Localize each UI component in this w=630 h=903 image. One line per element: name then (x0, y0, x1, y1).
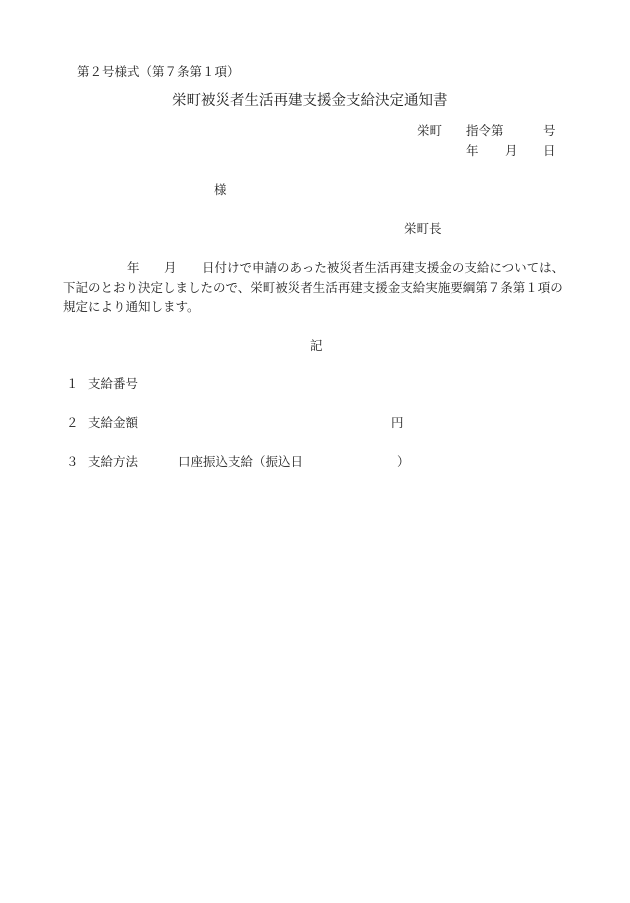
body-line-1: 日付けで申請のあった被災者生活再建支援金の支給については、 (202, 260, 565, 275)
item-3-label: 支給方法 (88, 454, 139, 469)
document-title: 栄町被災者生活再建支援金支給決定通知書 (172, 93, 448, 109)
body-line-3: 規定により通知します。 (63, 299, 200, 314)
reference-directive: 指令第 (466, 123, 504, 138)
addressee-suffix: 様 (214, 182, 227, 197)
form-label: 第２号様式（第７条第１項） (77, 64, 240, 79)
issuer: 栄町長 (404, 221, 442, 236)
ki-heading: 記 (310, 338, 323, 353)
body-year: 年 (127, 260, 140, 275)
date-month: 月 (505, 143, 518, 158)
reference-town: 栄町 (417, 123, 443, 138)
item-1-number: １ (66, 376, 79, 391)
item-2-label: 支給金額 (88, 415, 139, 430)
body-line-2: 下記のとおり決定しましたので、栄町被災者生活再建支援金支給実施要綱第７条第１項の (63, 280, 563, 295)
item-3-close: ） (397, 454, 410, 469)
item-1-label: 支給番号 (88, 376, 139, 391)
item-3-method: 口座振込支給（振込日 (178, 454, 304, 469)
reference-number-suffix: 号 (543, 123, 556, 138)
date-year: 年 (466, 143, 479, 158)
date-day: 日 (543, 143, 556, 158)
item-2-number: ２ (66, 415, 79, 430)
item-2-unit: 円 (391, 415, 404, 430)
item-3-number: ３ (66, 454, 79, 469)
body-month: 月 (164, 260, 177, 275)
